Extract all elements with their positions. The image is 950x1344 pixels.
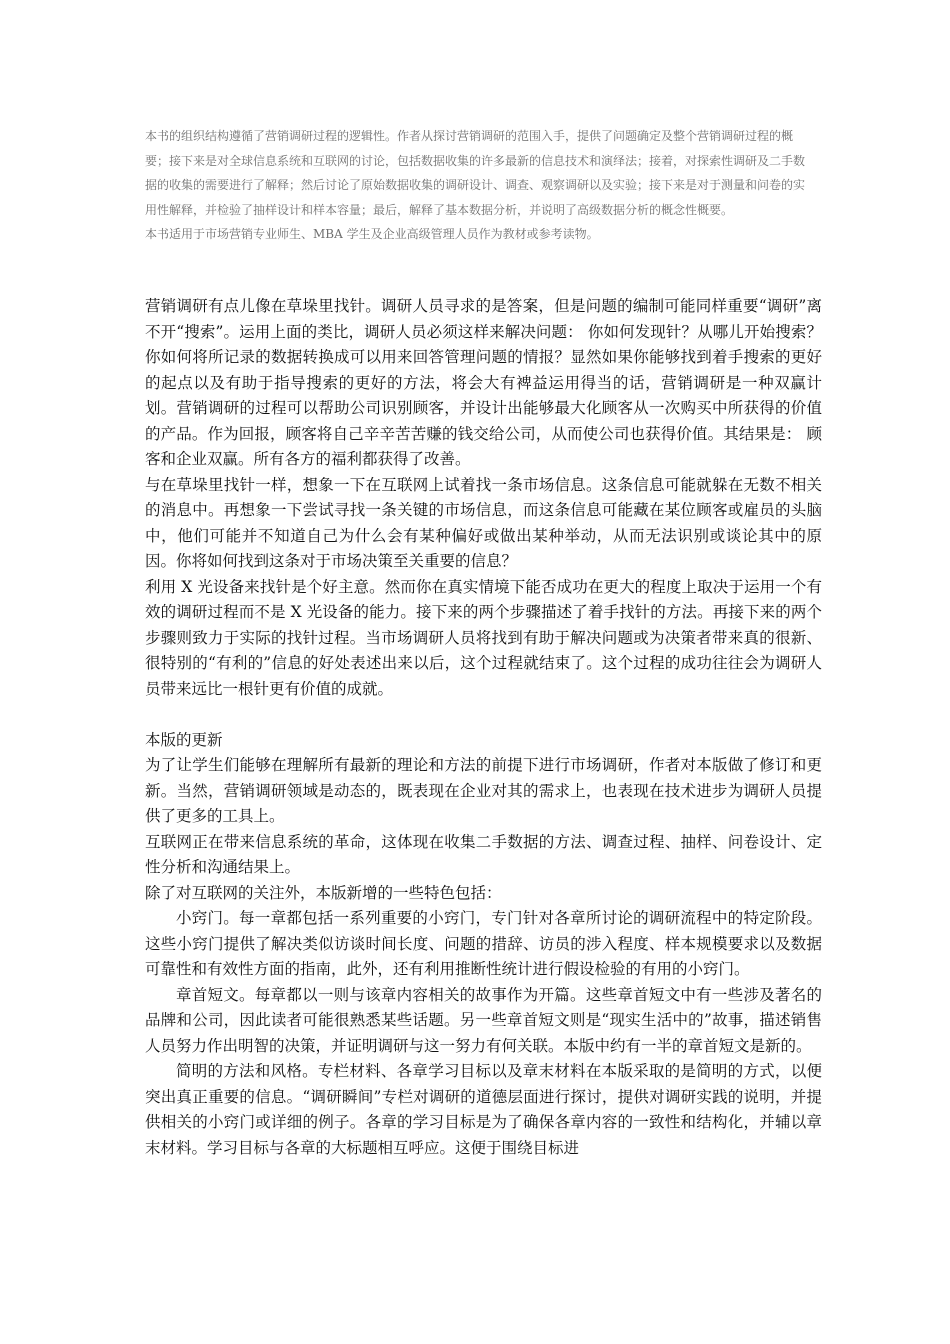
updates-paragraph-2: 互联网正在带来信息系统的革命，这体现在收集二手数据的方法、调查过程、抽样、问卷设计、定性分析和沟通结果上。 <box>145 832 822 876</box>
intro-paragraph-3: 利用 X 光设备来找针是个好主意。然而你在真实情境下能否成功在更大的程度上取决于运用一个有效的调研过程而不是 X 光设备的能力。接下来的两个步骤描述了着手找针的方法。再接下来的两个步骤则致力于实际的找针过程。当市场调研人员将找到有助于解决问题或为决策者带来真的很新、很特别的“有利的”信息的好处表述出来以后，这个过程就结束了。这个过程的成功往往会为调研人员带来远比一根针更有价值的成就。 <box>145 577 822 698</box>
feature-chapter-vignettes: 章首短文。每章都以一则与该章内容相关的故事作为开篇。这些章首短文中有一些涉及著名的品牌和公司，因此读者可能很熟悉某些话题。另一些章首短文则是“现实生活中的”故事，描述销售人员努力作出明智的决策，并证明调研与这一努力有何关联。本版中约有一半的章首短文是新的。 <box>145 985 822 1055</box>
intro-paragraph-2: 与在草垛里找针一样，想象一下在互联网上试着找一条市场信息。这条信息可能就躲在无数不相关的消息中。再想象一下尝试寻找一条关键的市场信息，而这条信息可能藏在某位顾客或雇员的头脑中，他们可能并不知道自己为什么会有某种偏好或做出某种举动，从而无法识别或谈论其中的原因。你将如何找到这条对于市场决策至关重要的信息？ <box>145 475 822 570</box>
updates-paragraph-3: 除了对互联网的关注外，本版新增的一些特色包括： <box>145 883 502 902</box>
feature-tips: 小窍门。每一章都包括一系列重要的小窍门，专门针对各章所讨论的调研流程中的特定阶段。这些小窍门提供了解决类似访谈时间长度、问题的措辞、访员的涉入程度、样本规模要求以及数据可靠性和有效性方面的指南，此外，还有利用推断性统计进行假设检验的有用的小窍门。 <box>145 909 822 978</box>
paragraph-spacer <box>145 702 822 728</box>
updates-paragraph-1: 为了让学生们能够在理解所有最新的理论和方法的前提下进行市场调研，作者对本版做了修订和更新。当然，营销调研领域是动态的，既表现在企业对其的需求上，也表现在技术进步为调研人员提供了更多的工具上。 <box>145 756 822 825</box>
summary-paragraph: 本书的组织结构遵循了营销调研过程的逻辑性。作者从探讨营销调研的范围入手，提供了问题确定及整个营销调研过程的概要；接下来是对全球信息系统和互联网的讨论，包括数据收集的许多最新的信息技术和演绎法；接着，对探索性调研及二手数据的收集的需要进行了解释；然后讨论了原始数据收集的调研设计、调查、观察调研以及实验；接下来是对于测量和问卷的实用性解释，并检验了抽样设计和样本容量；最后，解释了基本数据分析，并说明了高级数据分析的概念性概要。 <box>145 129 806 217</box>
book-summary <box>145 124 815 247</box>
intro-paragraph-1: 营销调研有点儿像在草垛里找针。调研人员寻求的是答案，但是问题的编制可能同样重要“调研”离不开“搜索”。运用上面的类比，调研人员必须这样来解决问题： 你如何发现针？从哪儿开始搜索？你如何将所记录的数据转换成可以用来回答管理问题的情报？显然如果你能够找到着手搜索的更好的起点以及有助于指导搜索的更好的方法，将会大有裨益运用得当的话，营销调研是一种双赢计划。营销调研的过程可以帮助公司识别顾客，并设计出能够最大化顾客从一次购买中所获得的价值的产品。作为回报，顾客将自己辛辛苦苦赚的钱交给公司，从而使公司也获得价值。其结果是： 顾客和企业双赢。所有各方的福利都获得了改善。 <box>145 297 822 468</box>
feature-concise-style: 简明的方法和风格。专栏材料、各章学习目标以及章末材料在本版采取的是简明的方式，以便突出真正重要的信息。“调研瞬间”专栏对调研的道德层面进行探讨，提供对调研实践的说明，并提供相关的小窍门或详细的例子。各章的学习目标是为了确保各章内容的一致性和结构化，并辅以章末材料。学习目标与各章的大标题相互呼应。这便于围绕目标进 <box>145 1062 822 1157</box>
summary-audience-paragraph: 本书适用于市场营销专业师生、MBA 学生及企业高级管理人员作为教材或参考读物。 <box>145 227 599 241</box>
section-heading: 本版的更新 <box>145 730 223 749</box>
body-text <box>145 294 822 1161</box>
